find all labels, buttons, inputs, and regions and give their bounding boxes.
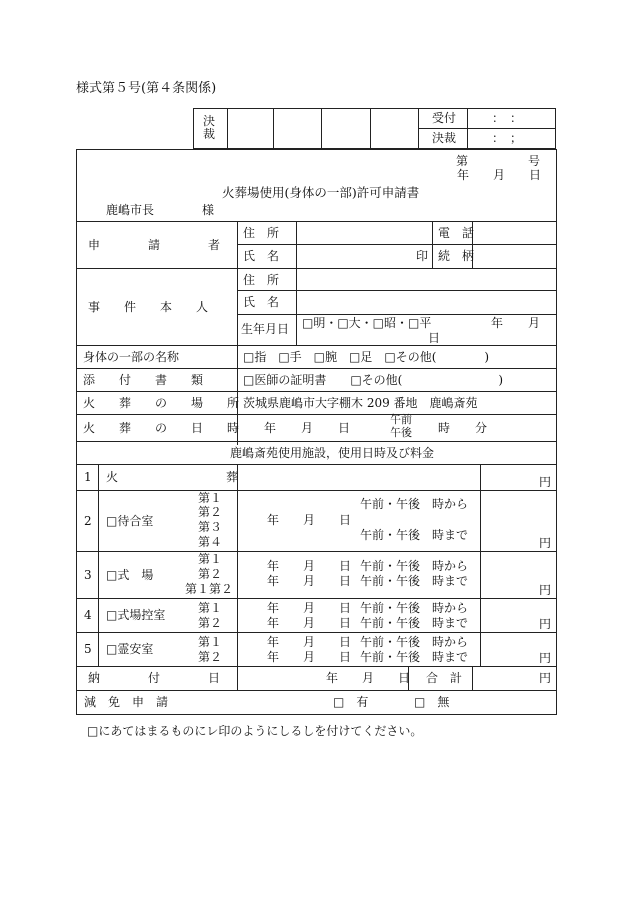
- facility-no: 4: [84, 608, 92, 622]
- slot-from: 午前・午後 時から: [360, 635, 469, 649]
- facility-name: □式 場: [106, 568, 154, 582]
- slot-date: 年 月 日: [267, 513, 352, 527]
- cremation-hour: 時: [438, 421, 451, 435]
- applicant-name-label: 氏 名: [243, 249, 280, 263]
- slot-date: 年 月 日: [267, 616, 352, 630]
- attachments-options: □医師の証明書 □その他( ): [243, 373, 504, 387]
- slot-label: 第２: [198, 616, 223, 630]
- body-part-options: □指 □手 □腕 □足 □その他( ): [243, 350, 490, 364]
- era-options: □明・□大・□昭・□平: [302, 316, 432, 330]
- facility-no: 5: [84, 642, 92, 656]
- seal-mark: 印: [416, 249, 429, 263]
- form-number: 様式第５号(第４条関係): [76, 81, 217, 96]
- facility-yen: 円: [539, 583, 552, 597]
- applicant-label: 申 請 者: [88, 238, 221, 252]
- facility-name: □霊安室: [106, 642, 154, 656]
- total-yen: 円: [539, 671, 552, 685]
- datetime-label: 火 葬 の 日 時: [83, 421, 240, 435]
- slot-label: 第２: [198, 505, 223, 519]
- kessai-time: ： ；: [492, 131, 523, 145]
- slot-label: 第２: [198, 650, 223, 664]
- place-value: 茨城県鹿嶋市大字棚木 209 番地 鹿嶋斎苑: [243, 396, 478, 410]
- dai-label: 第: [456, 154, 469, 168]
- form-title: 火葬場使用(身体の一部)許可申請書: [222, 185, 420, 200]
- header-year: 年: [457, 168, 470, 182]
- approval-kessai: 決裁: [203, 114, 216, 141]
- slot-date: 年 月 日: [267, 559, 352, 573]
- slot-label: 第１第２: [185, 582, 234, 596]
- facility-yen: 円: [539, 475, 552, 489]
- slot-to: 午前・午後 時まで: [360, 650, 469, 664]
- slot-date: 年 月 日: [267, 635, 352, 649]
- slot-date: 年 月 日: [267, 650, 352, 664]
- applicant-address-label: 住 所: [243, 226, 280, 240]
- exemption-yes: □ 有: [333, 695, 369, 709]
- dob-day: 日: [428, 331, 441, 345]
- relation-label: 続 柄: [438, 249, 475, 263]
- slot-label: 第１: [198, 635, 223, 649]
- total-label: 合 計: [426, 671, 463, 685]
- header-day: 日: [529, 168, 542, 182]
- slot-to: 午前・午後 時まで: [360, 574, 469, 588]
- exemption-label: 減 免 申 請: [84, 695, 169, 709]
- dob-year: 年: [491, 316, 504, 330]
- go-label: 号: [528, 154, 541, 168]
- slot-label: 第１: [198, 552, 223, 566]
- cremation-month: 月: [301, 421, 314, 435]
- subject-label: 事 件 本 人: [88, 300, 209, 314]
- slot-date: 年 月 日: [267, 601, 352, 615]
- facility-yen: 円: [539, 651, 552, 665]
- facility-yen: 円: [539, 617, 552, 631]
- subject-address-label: 住 所: [243, 273, 280, 287]
- slot-label: 第１: [198, 601, 223, 615]
- subject-name-label: 氏 名: [243, 295, 280, 309]
- facility-name: □式場控室: [106, 608, 166, 622]
- phone-label: 電 話: [438, 226, 475, 240]
- cremation-minute: 分: [475, 421, 488, 435]
- facility-name: □待合室: [106, 514, 154, 528]
- payment-date: 年 月 日: [326, 671, 411, 685]
- facility-header: 鹿嶋斎苑使用施設，使用日時及び料金: [230, 446, 435, 460]
- dob-month: 月: [528, 316, 541, 330]
- facility-no: 1: [84, 470, 92, 484]
- facility-name: 火 葬: [106, 470, 239, 484]
- slot-label: 第１: [198, 491, 223, 505]
- exemption-no: □ 無: [414, 695, 450, 709]
- slot-from: 午前・午後 時から: [360, 497, 469, 511]
- cremation-pm: 午後: [390, 426, 412, 439]
- slot-label: 第３: [198, 520, 223, 534]
- attachments-label: 添 付 書 類: [83, 373, 204, 387]
- slot-date: 年 月 日: [267, 574, 352, 588]
- footnote: □にあてはまるものにレ印のようにしるしを付けてください。: [87, 724, 423, 738]
- kessai-label: 決裁: [432, 131, 457, 145]
- slot-from: 午前・午後 時から: [360, 559, 469, 573]
- uketsuke-time: ： ：: [492, 111, 523, 125]
- slot-label: 第４: [198, 535, 223, 549]
- slot-to: 午前・午後 時まで: [360, 528, 469, 542]
- cremation-day: 日: [338, 421, 351, 435]
- facility-no: 2: [84, 514, 92, 528]
- dob-label: 生年月日: [241, 322, 290, 336]
- facility-no: 3: [84, 568, 92, 582]
- addressee-sama: 様: [202, 203, 215, 217]
- header-month: 月: [493, 168, 506, 182]
- body-part-label: 身体の一部の名称: [83, 350, 180, 364]
- facility-yen: 円: [539, 536, 552, 550]
- payment-label: 納 付 日: [88, 671, 221, 685]
- cremation-am: 午前: [390, 413, 412, 426]
- cremation-year: 年: [264, 421, 277, 435]
- slot-to: 午前・午後 時まで: [360, 616, 469, 630]
- slot-from: 午前・午後 時から: [360, 601, 469, 615]
- addressee: 鹿嶋市長: [106, 203, 155, 217]
- place-label: 火 葬 の 場 所: [83, 396, 240, 410]
- slot-label: 第２: [198, 567, 223, 581]
- uketsuke-label: 受付: [432, 111, 457, 125]
